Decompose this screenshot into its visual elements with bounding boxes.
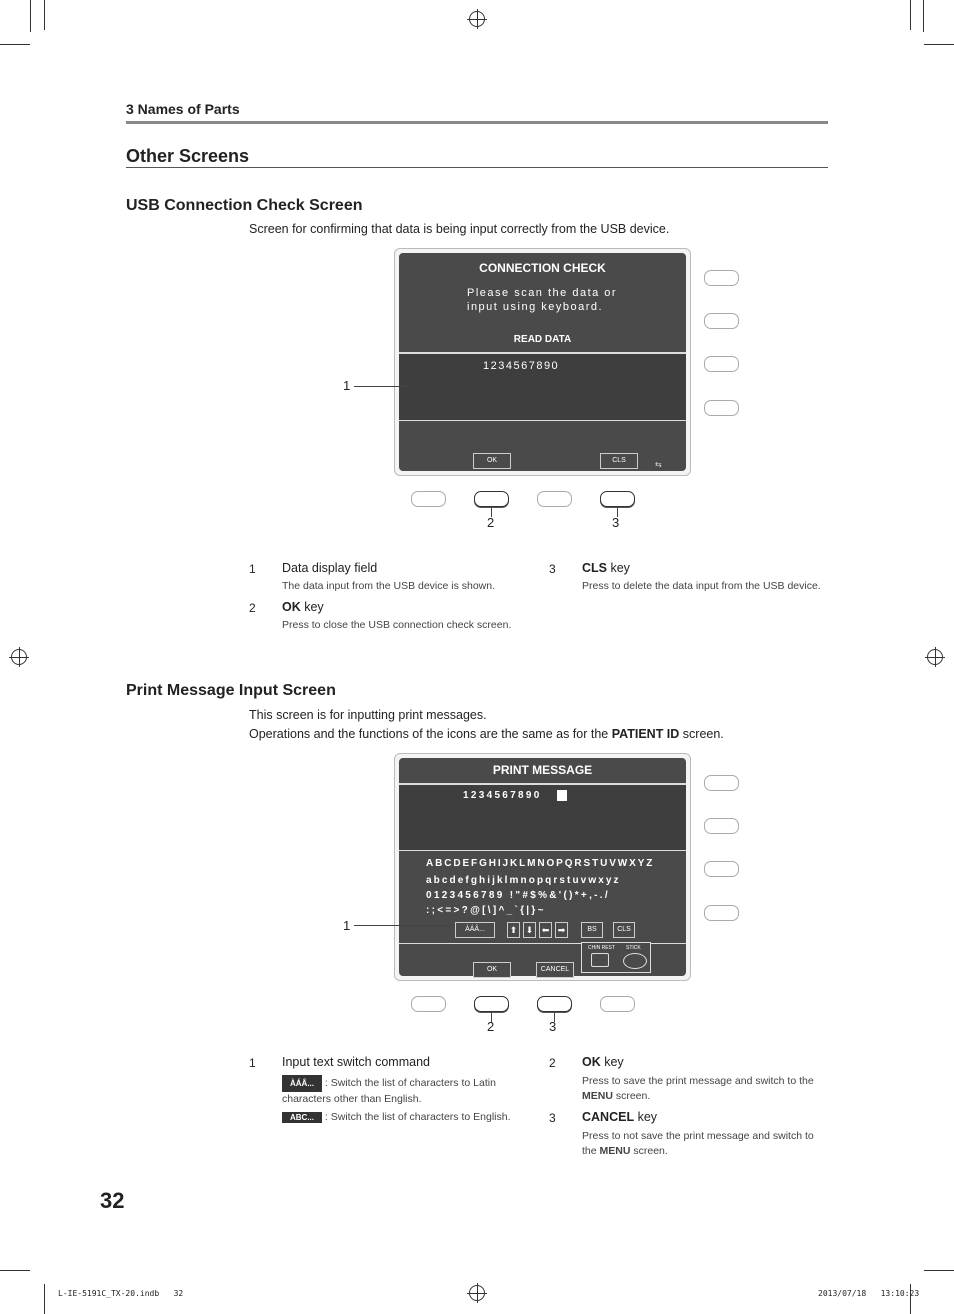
cancel-key[interactable] bbox=[537, 996, 572, 1012]
callout-line bbox=[354, 386, 411, 387]
item-number: 2 bbox=[249, 601, 256, 615]
item-desc: Press to not save the print message and switch to the MENU screen. bbox=[582, 1130, 814, 1157]
registration-mark bbox=[11, 649, 27, 665]
item-number: 2 bbox=[549, 1056, 556, 1070]
crop-mark bbox=[924, 44, 954, 45]
screen-message-2: input using keyboard. bbox=[467, 301, 604, 313]
message-line-1: 1234567890 bbox=[463, 790, 542, 801]
right-arrow-icon[interactable]: ➡ bbox=[555, 922, 568, 938]
print-intro-1: This screen is for inputting print messages. bbox=[249, 708, 487, 722]
cls-soft-button[interactable]: CLS bbox=[600, 453, 638, 469]
crop-mark bbox=[0, 44, 30, 45]
message-field bbox=[399, 783, 686, 851]
callout-3: 3 bbox=[549, 1019, 557, 1034]
crop-mark bbox=[0, 1270, 30, 1271]
callout-line bbox=[354, 925, 454, 926]
stick-icon bbox=[623, 953, 647, 969]
item-title: OK key bbox=[582, 1055, 624, 1069]
side-button-4[interactable] bbox=[704, 400, 739, 416]
crop-mark bbox=[923, 0, 924, 32]
usb-icon: ⇆ bbox=[655, 460, 662, 469]
screen-title: CONNECTION CHECK bbox=[479, 261, 606, 275]
crop-mark bbox=[924, 1270, 954, 1271]
callout-2: 2 bbox=[487, 1019, 495, 1034]
title-rule bbox=[126, 167, 828, 168]
char-row-1[interactable]: ABCDEFGHIJKLMNOPQRSTUVWXYZ bbox=[426, 858, 655, 869]
data-value: 1234567890 bbox=[483, 360, 560, 372]
bottom-button-4[interactable] bbox=[600, 996, 635, 1012]
page-number: 32 bbox=[100, 1188, 125, 1213]
left-arrow-icon[interactable]: ⬅ bbox=[539, 922, 552, 938]
usb-screen-frame bbox=[394, 248, 691, 476]
screen-title: PRINT MESSAGE bbox=[492, 763, 593, 777]
text-cursor bbox=[557, 790, 567, 801]
item-title: CANCEL key bbox=[582, 1110, 658, 1124]
item-desc: ABC... : Switch the list of characters to English. bbox=[282, 1111, 532, 1123]
screen-message-1: Please scan the data or bbox=[467, 287, 618, 299]
side-button-2[interactable] bbox=[704, 313, 739, 329]
footer-file: L-IE-5191C_TX-20.indb 32 bbox=[58, 1289, 184, 1298]
callout-2: 2 bbox=[487, 515, 495, 530]
read-data-label: READ DATA bbox=[513, 334, 572, 345]
bottom-button-1[interactable] bbox=[411, 491, 446, 507]
cls-key[interactable] bbox=[600, 491, 635, 507]
input-switch-button[interactable]: ÀÁÂ... bbox=[455, 922, 495, 938]
callout-1: 1 bbox=[343, 378, 351, 393]
english-tag: ABC... bbox=[282, 1112, 322, 1123]
usb-intro: Screen for confirming that data is being input correctly from the USB device. bbox=[249, 222, 670, 236]
char-row-2[interactable]: abcdefghijklmnopqrstuvwxyz bbox=[426, 875, 621, 886]
cls-button[interactable]: CLS bbox=[613, 922, 635, 938]
side-button-1[interactable] bbox=[704, 775, 739, 791]
crop-mark bbox=[910, 0, 911, 30]
crop-mark bbox=[44, 0, 45, 30]
item-number: 3 bbox=[549, 1111, 556, 1125]
bs-button[interactable]: BS bbox=[581, 922, 603, 938]
up-arrow-icon[interactable]: ⬆ bbox=[507, 922, 520, 938]
header-rule bbox=[126, 121, 828, 124]
registration-mark bbox=[927, 649, 943, 665]
print-screen bbox=[399, 758, 686, 976]
item-title: OK key bbox=[282, 600, 324, 614]
ok-soft-button[interactable]: OK bbox=[473, 962, 511, 978]
bottom-button-1[interactable] bbox=[411, 996, 446, 1012]
side-button-1[interactable] bbox=[704, 270, 739, 286]
chin-rest-label: CHIN REST bbox=[588, 945, 615, 951]
callout-3: 3 bbox=[612, 515, 620, 530]
callout-1: 1 bbox=[343, 918, 351, 933]
crop-mark bbox=[30, 0, 31, 32]
side-button-3[interactable] bbox=[704, 356, 739, 372]
char-row-3[interactable]: 0123456789 !"#$%&'()*+,-./ bbox=[426, 890, 610, 901]
char-row-4[interactable]: :;<=>?@[\]^_`{|}~ bbox=[426, 905, 546, 916]
section-header: 3 Names of Parts bbox=[126, 101, 240, 117]
registration-mark bbox=[469, 1285, 485, 1301]
item-desc: Press to delete the data input from the USB device. bbox=[582, 580, 821, 592]
item-title: CLS key bbox=[582, 561, 630, 575]
side-button-2[interactable] bbox=[704, 818, 739, 834]
bottom-button-3[interactable] bbox=[537, 491, 572, 507]
item-title: Input text switch command bbox=[282, 1055, 430, 1069]
print-intro-2: Operations and the functions of the icons are the same as for the PATIENT ID screen. bbox=[249, 727, 724, 741]
item-number: 1 bbox=[249, 562, 256, 576]
stick-label: STICK bbox=[626, 945, 641, 951]
ok-key[interactable] bbox=[474, 491, 509, 507]
usb-heading: USB Connection Check Screen bbox=[126, 197, 363, 214]
item-desc: The data input from the USB device is shown. bbox=[282, 580, 496, 592]
icon-panel bbox=[581, 942, 651, 973]
item-number: 3 bbox=[549, 562, 556, 576]
down-arrow-icon[interactable]: ⬇ bbox=[523, 922, 536, 938]
usb-screen bbox=[399, 253, 686, 471]
ok-soft-button[interactable]: OK bbox=[473, 453, 511, 469]
item-desc: ÀÁÂ... : Switch the list of characters to Latin characters other than English. bbox=[282, 1077, 496, 1105]
side-button-3[interactable] bbox=[704, 861, 739, 877]
crop-mark bbox=[44, 1284, 45, 1314]
item-title: Data display field bbox=[282, 561, 378, 575]
print-heading: Print Message Input Screen bbox=[126, 682, 336, 699]
data-display-field bbox=[399, 352, 686, 421]
side-button-4[interactable] bbox=[704, 905, 739, 921]
page-title: Other Screens bbox=[126, 146, 250, 166]
print-screen-frame bbox=[394, 753, 691, 981]
footer-timestamp: 2013/07/18 13:10:23 bbox=[818, 1289, 920, 1298]
item-desc: Press to close the USB connection check screen. bbox=[282, 619, 512, 631]
item-number: 1 bbox=[249, 1056, 256, 1070]
registration-mark bbox=[469, 11, 485, 27]
chin-rest-icon bbox=[591, 953, 609, 967]
cancel-soft-button[interactable]: CANCEL bbox=[536, 962, 574, 978]
ok-key[interactable] bbox=[474, 996, 509, 1012]
latin-tag: ÀÁÂ... bbox=[282, 1075, 322, 1092]
item-desc: Press to save the print message and switch to the MENU screen. bbox=[582, 1075, 814, 1102]
